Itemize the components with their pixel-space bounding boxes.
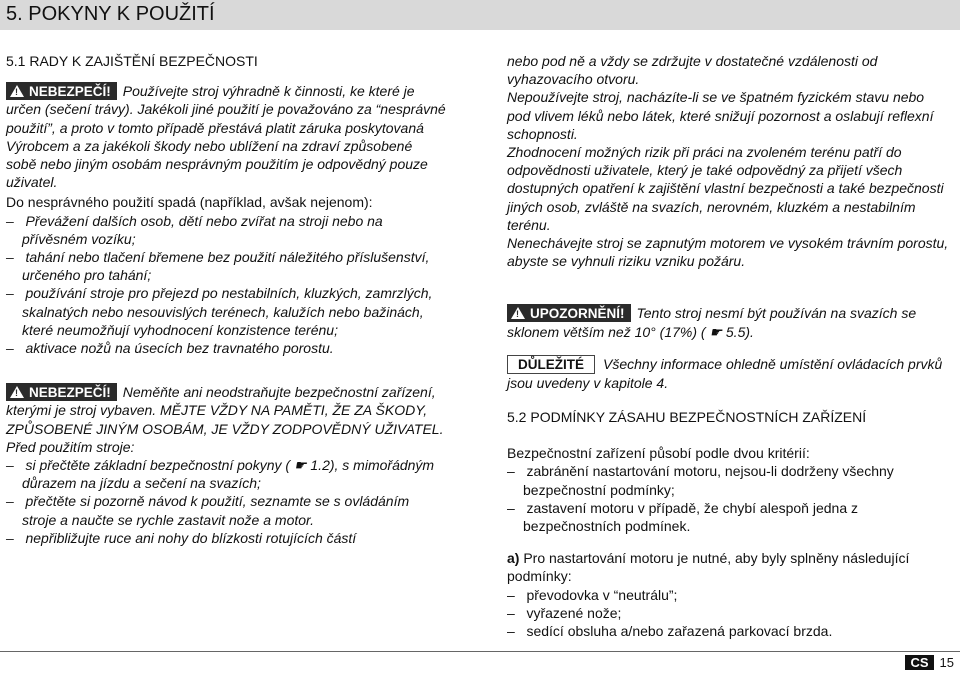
list-item: – si přečtěte základní bezpečnostní pokyny ( ☛ 1.2), s mimořádným důrazem na jízdu a sečení na svazích; [6, 457, 435, 492]
warning-triangle-icon: ! [10, 386, 24, 398]
section-title: 5.1 RADY K ZAJIŠTĚNÍ BEZPEČNOSTI [6, 53, 258, 69]
list-item: – nepřibližujte ruce ani nohy do blízkosti rotujících částí [6, 529, 357, 546]
caution-text: Tento stroj nesmí být používán na svazích se sklonem větším než 10° (17%) ( ☛ 5.5). [507, 305, 917, 340]
list-item: – aktivace nožů na úsecích bez travnatého porostu. [6, 340, 334, 357]
list-item: – vyřazené nože; [507, 604, 622, 621]
page-header [0, 0, 960, 30]
chapter-title: 5. POKYNY K POUŽITÍ [6, 3, 215, 25]
caution-badge: ! UPOZORNĚNÍ! [507, 304, 631, 322]
warning-triangle-icon: ! [10, 85, 24, 97]
list-item: – používání stroje pro přejezd po nestabilních, kluzkých, zamrzlých, skalnatých nebo nesouvislých terénech, kalužích nebo bažinách, které neumožňují vyhodnocení konzistence terénu; [6, 285, 433, 338]
list-item: – převodovka v “neutrálu”; [507, 586, 678, 603]
warning-2-text: Neměňte ani neodstraňujte bezpečnostní zařízení, kterými je stroj vybaven. MĚJTE VŽDY NA PAMĚTI, ŽE ZA ŠKODY, ZPŮSOBENÉ JINÝM OSOBÁM, JE VŽDY ZODPOVĚDNÝ UŽIVATEL. Před použitím stroje: [6, 384, 444, 455]
warning-2 [6, 383, 446, 456]
danger-badge: ! NEBEZPEČÍ! [6, 383, 117, 401]
important-text: Všechny informace ohledně umístění ovládacích prvků jsou uvedeny v kapitole 4. [507, 355, 943, 391]
s2-intro: Bezpečnostní zařízení působí podle dvou kritérií: [507, 445, 810, 462]
warning-1 [6, 82, 446, 191]
important-note [507, 355, 951, 392]
right-column [507, 52, 951, 640]
list-item: – Převážení dalších osob, dětí nebo zvířat na stroji nebo na přívěsném vozíku; [6, 212, 383, 247]
section-title: 5.2 PODMÍNKY ZÁSAHU BEZPEČNOSTNÍCH ZAŘÍZENÍ [507, 409, 867, 426]
list-item: – zastavení motoru v případě, že chybí alespoň jedna z bezpečnostních podmínek. [507, 499, 858, 535]
condition-a: a) Pro nastartování motoru je nutné, aby byly splněny následující podmínky: [507, 550, 910, 585]
warning-triangle-icon: ! [511, 307, 525, 319]
language-badge: CS [905, 655, 933, 670]
page-number: CS 15 [905, 655, 954, 670]
list-item: – přečtěte si pozorně návod k použití, seznamte se s ovládáním stroje a naučte se rychle zastavit nože a motor. [6, 493, 410, 528]
danger-badge: ! NEBEZPEČÍ! [6, 82, 117, 100]
left-column [6, 52, 446, 547]
misuse-intro: Do nesprávného použití spadá (například, avšak nejenom): [6, 194, 373, 211]
paragraph: Nenechávejte stroj se zapnutým motorem ve vysokém trávním porostu, abyste se vyhnuli riziku vzniku požáru. [507, 235, 949, 270]
paragraph: Nepoužívejte stroj, nacházíte-li se ve špatném fyzickém stavu nebo pod vlivem léků nebo látek, které snižují pozornost a oslabují reflexní schopnosti. [507, 89, 934, 142]
caution-note [507, 304, 951, 340]
paragraph: Zhodnocení možných rizik při práci na zvoleném terénu patří do odpovědnosti uživatele, který je také odpovědný za přijetí všech dostupných opatření k zajištění vlastní bezpečnosti a také bezpečnosti jiných osob, zvláště na svazích, nerovném, kluzkém a nestabilním terénu. [507, 144, 944, 233]
warning-1-text: Používejte stroj výhradně k činnosti, ke které je určen (sečení trávy). Jakékoli jiné použití je považováno za “nesprávné použití”, a proto v tomto případě přestává platit záruka poskytovaná Výrobcem a za jakékoli škody nebo ublížení na zdraví způsobené sobě nebo jiným osobám nesprávným použitím je odpovědný pouze uživatel. [6, 83, 446, 191]
list-item: – sedící obsluha a/nebo zařazená parkovací brzda. [507, 623, 833, 640]
footer-rule [0, 651, 960, 652]
important-badge: DŮLEŽITÉ [507, 355, 595, 374]
continued-text: nebo pod ně a vždy se zdržujte v dostatečné vzdálenosti od vyhazovacího otvoru. [507, 53, 878, 88]
list-item: – tahání nebo tlačení břemene bez použití náležitého příslušenství, určeného pro tahání; [6, 249, 430, 284]
list-item: – zabránění nastartování motoru, nejsou-li dodrženy všechny bezpečnostní podmínky; [507, 463, 894, 498]
